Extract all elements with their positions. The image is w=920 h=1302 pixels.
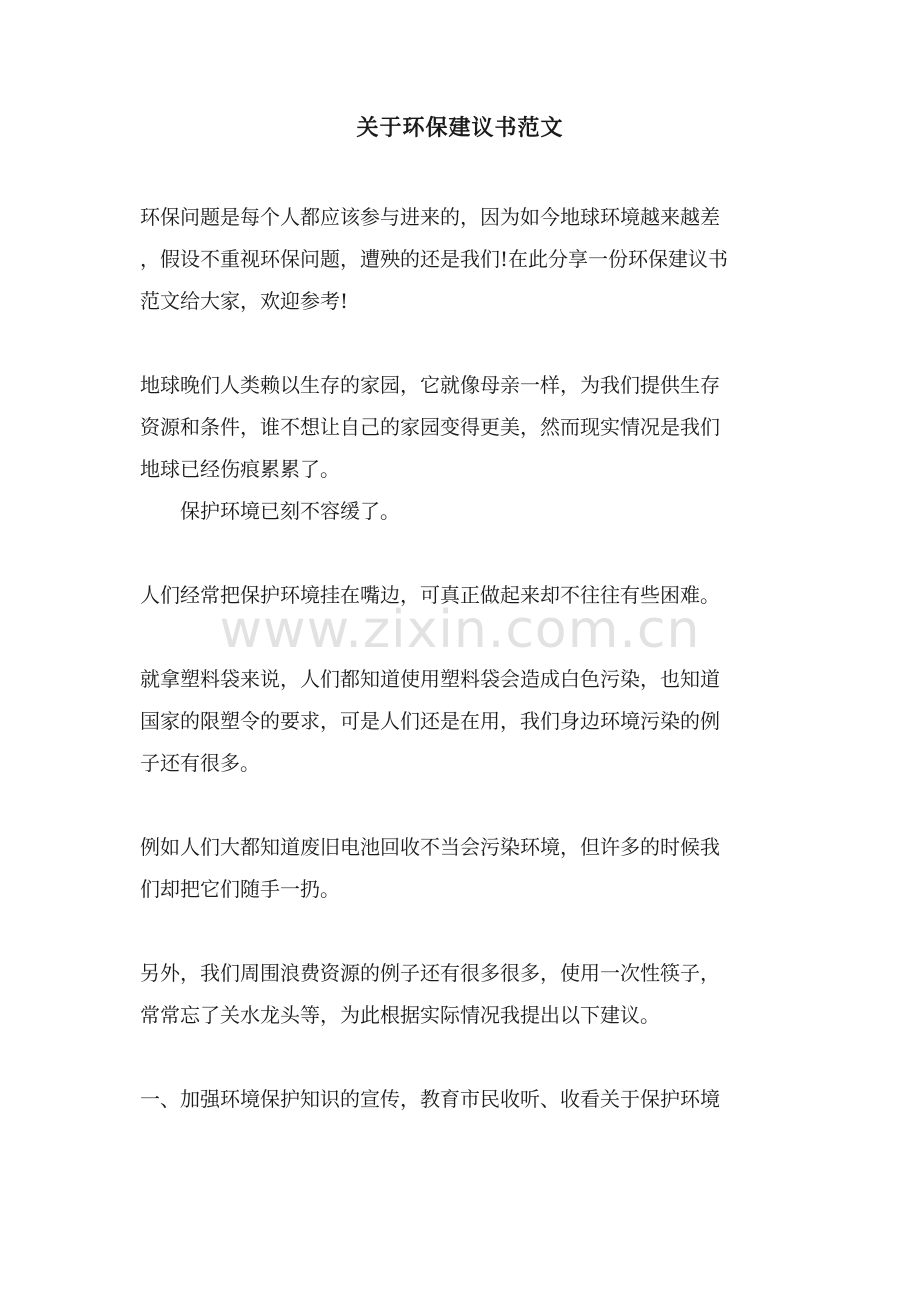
paragraph-line: 一、加强环境保护知识的宣传，教育市民收听、收看关于保护环境: [140, 1087, 720, 1111]
paragraph-line: 子还有很多。: [140, 751, 260, 775]
paragraph-line: 地球晚们人类赖以生存的家园，它就像母亲一样，为我们提供生存: [140, 373, 720, 397]
document-title: 关于环保建议书范文: [356, 115, 564, 141]
paragraph-line: 们却把它们随手一扔。: [140, 877, 340, 901]
watermark: www.zixin.com.cn: [219, 600, 701, 660]
paragraph-earth: [140, 364, 790, 490]
paragraph-line: 环保问题是每个人都应该参与进来的，因为如今地球环境越来越差: [140, 205, 720, 229]
paragraph-difficulty: [140, 574, 790, 616]
paragraph-line: 例如人们大都知道废旧电池回收不当会污染环境，但许多的时候我: [140, 835, 720, 859]
paragraph-line: ，假设不重视环保问题，遭殃的还是我们!在此分享一份环保建议书: [140, 247, 729, 271]
paragraph-waste: [140, 952, 790, 1036]
paragraph-line: 范文给大家，欢迎参考!: [140, 289, 349, 313]
paragraph-line: 保护环境已刻不容缓了。: [180, 499, 400, 523]
paragraph-line: 就拿塑料袋来说，人们都知道使用塑料袋会造成白色污染，也知道: [140, 667, 720, 691]
paragraph-plastic-bags: [140, 658, 790, 784]
paragraph-batteries: [140, 826, 790, 910]
paragraph-intro: [140, 196, 790, 322]
paragraph-urgent: [140, 490, 790, 532]
paragraph-line: 地球已经伤痕累累了。: [140, 457, 340, 481]
paragraph-line: 人们经常把保护环境挂在嘴边，可真正做起来却不往往有些困难。: [140, 583, 720, 607]
paragraph-line: 资源和条件，谁不想让自己的家园变得更美，然而现实情况是我们: [140, 415, 720, 439]
paragraph-suggestion-1: [140, 1078, 790, 1120]
paragraph-line: 另外，我们周围浪费资源的例子还有很多很多，使用一次性筷子，: [140, 961, 720, 985]
paragraph-line: 常常忘了关水龙头等，为此根据实际情况我提出以下建议。: [140, 1003, 660, 1027]
paragraph-line: 国家的限塑令的要求，可是人们还是在用，我们身边环境污染的例: [140, 709, 720, 733]
